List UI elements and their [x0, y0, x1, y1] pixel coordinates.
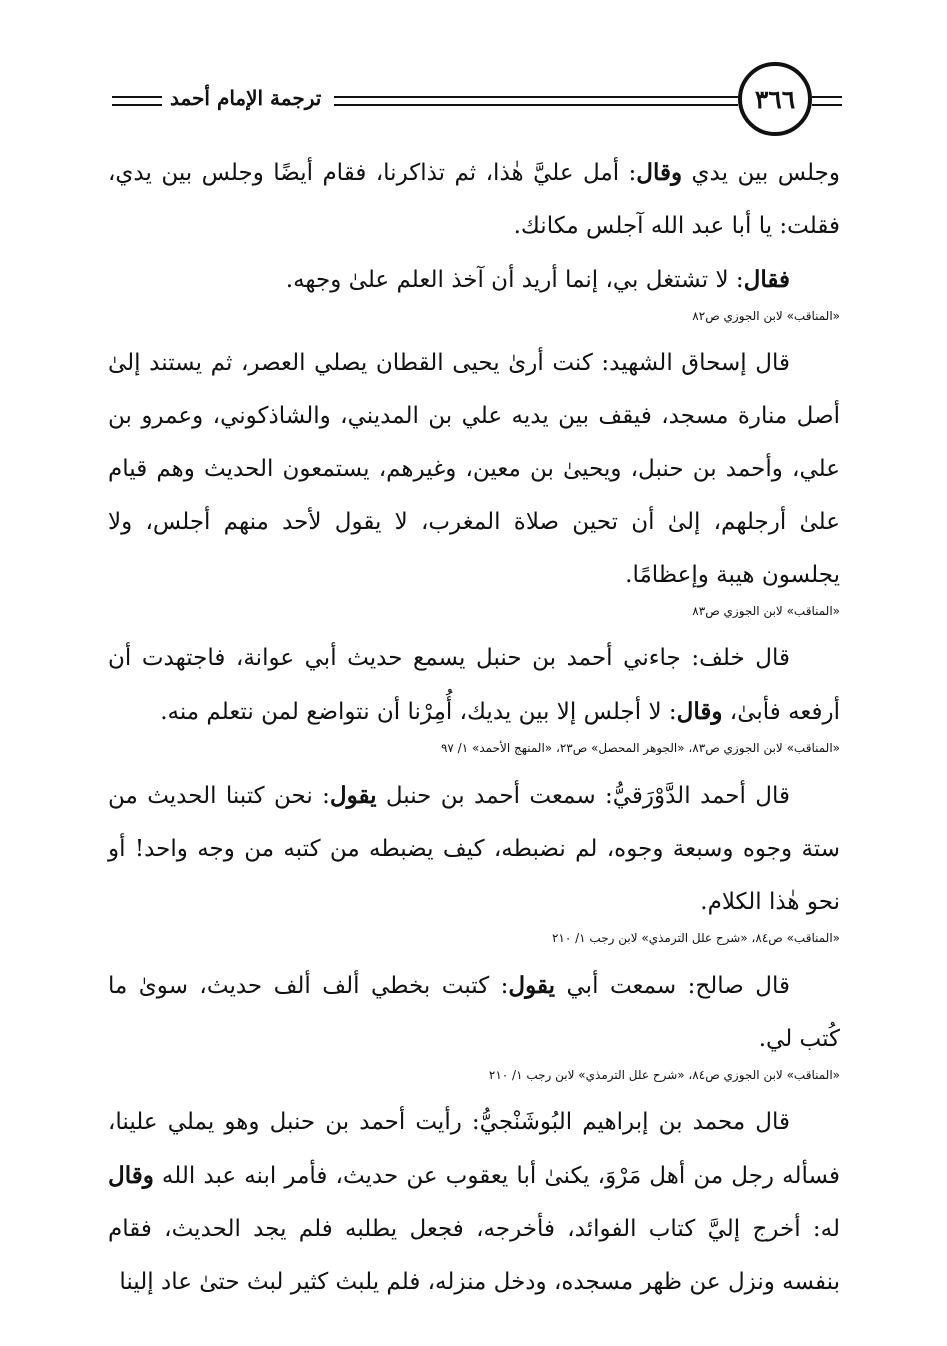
header-rule-middle-bottom — [334, 104, 738, 106]
paragraph — [108, 632, 840, 739]
paragraph — [108, 769, 840, 929]
text: : أمل عليَّ هٰذا، ثم تذاكرنا، فقام أيضًا وجلس بين يدي، فقلت: يا أبا عبد الله آجلس مكانك. — [108, 160, 840, 239]
speech-marker: فقال — [743, 266, 790, 293]
citation: «المناقب» ص٨٤، «شرح علل الترمذي» لابن رجب ١/ ٢١٠ — [551, 931, 840, 945]
speech-marker: يقول — [508, 972, 556, 999]
text: وجلس بين يدي — [682, 160, 840, 186]
citation: «المناقب» لابن الجوزي ص٨٣، «الجوهر المحصل» ص٢٣، «المنهج الأحمد» ١/ ٩٧ — [440, 741, 840, 755]
text: : نحن كتبنا الحديث من ستة وجوه وسبعة وجوه، لم نضبطه، كيف يضبطه من كتبه من وجه واحد! أو نحو هٰذا الكلام. — [108, 783, 840, 915]
text: قال خلف: جاءني أحمد بن حنبل يسمع حديث أبي عوانة، فاجتهدت أن أرفعه فأبىٰ، — [108, 645, 840, 725]
header-rule-middle-top — [334, 96, 738, 98]
header-rule-right-bottom — [812, 104, 842, 106]
citation: «المناقب» لابن الجوزي ص٨٤، «شرح علل الترمذي» لابن رجب ١/ ٢١٠ — [488, 1068, 840, 1082]
text: : لا تشتغل بي، إنما أريد أن آخذ العلم علىٰ وجهه. — [285, 267, 744, 293]
page-body — [108, 146, 840, 1309]
text: : كتبت بخطي ألف ألف حديث، سوىٰ ما كُتب لي. — [108, 973, 840, 1052]
speech-marker: يقول — [329, 782, 377, 809]
text: له: أخرج إليَّ كتاب الفوائد، فأخرجه، فجعل يطلبه فلم يجد الحديث، فقام بنفسه ونزل عن ظهر مسجده، ودخل منزله، فلم يلبث كثير لبث حتىٰ عاد إلينا — [108, 1216, 840, 1295]
page-number: ٣٦٦ — [754, 84, 796, 114]
header-rule-right-top — [812, 96, 842, 98]
text: قال صالح: سمعت أبي — [555, 973, 790, 999]
paragraph — [108, 1096, 840, 1309]
citation: «المناقب» لابن الجوزي ص٨٢ — [692, 309, 840, 323]
paragraph — [108, 959, 840, 1066]
paragraph — [108, 253, 840, 307]
text: قال أحمد الدَّوْرَقيُّ: سمعت أحمد بن حنبل — [376, 783, 790, 809]
speech-marker: وقال — [676, 698, 723, 725]
text: قال محمد بن إبراهيم البُوشَنْجيُّ: رأيت أحمد بن حنبل وهو يملي علينا، فسأله رجل من أهل مَرْوَ، يكنىٰ أبا يعقوب عن حديث، فأمر ابنه عبد الله — [108, 1109, 840, 1189]
paragraph: قال إسحاق الشهيد: كنت أرىٰ يحيى القطان يصلي العصر، ثم يستند إلىٰ أصل منارة مسجد، فيقف بين يديه علي بن المديني، والشاذكوني، وعمرو بن علي، وأحمد بن حنبل، ويحيىٰ بن معين، وغيرهم، يستمعون الحديث وهم قيام علىٰ أرجلهم، إلىٰ أن تحين صلاة المغرب، لا يقول لأحد منهم أجلس، ولا يجلسون هيبة وإعظامًا. — [108, 350, 840, 588]
speech-marker: وقال — [108, 1162, 154, 1189]
text: : لا أجلس إلا بين يديك، أُمِرْنا أن نتواضع لمن نتعلم منه. — [160, 699, 677, 725]
citation: «المناقب» لابن الجوزي ص٨٣ — [692, 604, 840, 618]
page-number-circle — [738, 62, 812, 136]
page-header — [0, 0, 947, 150]
header-rule-left-top — [112, 96, 162, 98]
speech-marker: وقال — [636, 159, 683, 186]
running-title: ترجمة الإمام أحمد — [170, 86, 322, 110]
paragraph — [108, 146, 840, 253]
header-rule-left-bottom — [112, 104, 162, 106]
